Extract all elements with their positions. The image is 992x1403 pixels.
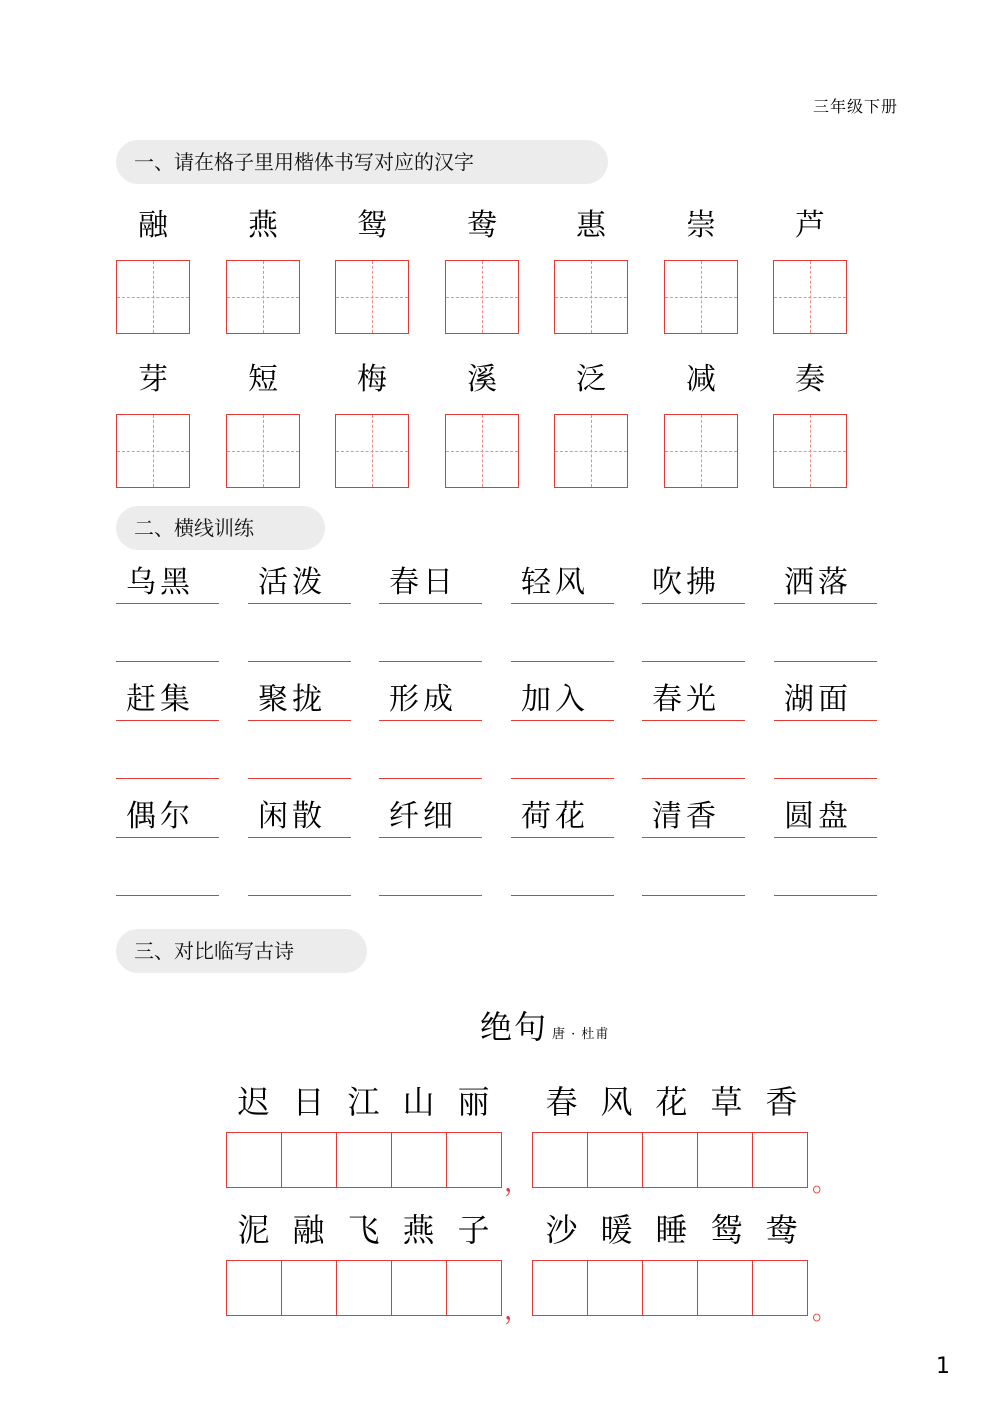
char-cell [335,358,409,488]
model-word: 轻风 [511,563,614,604]
tianzige-row-1 [116,204,876,344]
model-word: 活泼 [248,563,351,604]
copy-boxes-1a [226,1132,502,1187]
model-word: 闲散 [248,797,351,838]
tianzige-box[interactable] [116,414,190,488]
poem-char: 沙 [545,1211,578,1249]
writing-box[interactable] [281,1260,337,1316]
word-practice [642,797,745,896]
poem-char: 飞 [347,1211,380,1249]
writing-line[interactable] [379,604,482,662]
poem-char: 香 [765,1083,798,1121]
model-char: 溪 [467,362,497,397]
period-mark: 。 [812,1168,839,1198]
poem-char: 燕 [402,1211,435,1249]
model-char: 鸯 [467,208,497,243]
writing-box[interactable] [587,1260,643,1316]
poem-title: 绝句 [480,1008,549,1046]
char-cell [116,358,190,488]
writing-box[interactable] [642,1132,698,1188]
poem-char: 日 [292,1083,325,1121]
tianzige-box[interactable] [445,414,519,488]
poem-author: 唐 · 杜甫 [552,1027,610,1042]
word-practice [116,563,219,662]
poem-char: 迟 [237,1083,270,1121]
model-word: 乌黑 [116,563,219,604]
model-word: 春日 [379,563,482,604]
poem-char: 鸳 [710,1211,743,1249]
word-practice [248,680,351,779]
word-practice [116,680,219,779]
tianzige-box[interactable] [226,260,300,334]
tianzige-box[interactable] [773,260,847,334]
word-practice [774,680,877,779]
writing-line[interactable] [642,604,745,662]
writing-line[interactable] [116,721,219,779]
char-cell [554,204,628,334]
model-word: 清香 [642,797,745,838]
writing-box[interactable] [532,1260,588,1316]
model-word: 春光 [642,680,745,721]
tianzige-box[interactable] [664,260,738,334]
model-char: 鸳 [357,208,387,243]
writing-box[interactable] [446,1132,502,1188]
model-char: 融 [138,208,168,243]
word-practice [248,563,351,662]
word-practice [379,680,482,779]
char-cell [335,204,409,334]
char-cell [445,204,519,334]
model-word: 偶尔 [116,797,219,838]
line-row-2 [116,680,876,800]
copy-boxes-1b [532,1132,808,1187]
word-practice [511,563,614,662]
poem-char: 子 [457,1211,490,1249]
char-cell [226,358,300,488]
poem-char: 花 [655,1083,688,1121]
model-word: 吹拂 [642,563,745,604]
writing-line[interactable] [379,838,482,896]
copy-boxes-2b [532,1260,808,1315]
model-char: 减 [686,362,716,397]
tianzige-box[interactable] [335,260,409,334]
writing-line[interactable] [116,604,219,662]
model-char: 惠 [576,208,606,243]
grade-label: 三年级下册 [812,97,898,116]
model-char: 燕 [248,208,278,243]
writing-box[interactable] [391,1132,447,1188]
poem-heading [480,1002,609,1048]
poem-char: 草 [710,1083,743,1121]
writing-box[interactable] [226,1260,282,1316]
word-practice [642,563,745,662]
model-word: 加入 [511,680,614,721]
poem-char: 风 [600,1083,633,1121]
poem-char: 泥 [237,1211,270,1249]
tianzige-box[interactable] [554,260,628,334]
writing-box[interactable] [281,1132,337,1188]
tianzige-box[interactable] [664,414,738,488]
model-char: 崇 [686,208,716,243]
period-mark: 。 [812,1296,839,1326]
char-cell [226,204,300,334]
poem-char: 鸯 [765,1211,798,1249]
writing-box[interactable] [587,1132,643,1188]
char-cell [773,358,847,488]
writing-box[interactable] [752,1132,808,1188]
word-practice [642,680,745,779]
model-word: 赶集 [116,680,219,721]
model-word: 洒落 [774,563,877,604]
writing-line[interactable] [511,721,614,779]
line-row-1 [116,563,876,683]
char-cell [554,358,628,488]
tianzige-box[interactable] [226,414,300,488]
char-cell [664,204,738,334]
model-word: 湖面 [774,680,877,721]
writing-box[interactable] [336,1260,392,1316]
poem-char: 春 [545,1083,578,1121]
copy-boxes-2a [226,1260,502,1315]
char-cell [116,204,190,334]
tianzige-box[interactable] [116,260,190,334]
writing-box[interactable] [226,1132,282,1188]
writing-line[interactable] [248,721,351,779]
poem-char: 暖 [600,1211,633,1249]
char-cell [773,204,847,334]
char-cell [445,358,519,488]
writing-line[interactable] [642,721,745,779]
word-practice [774,797,877,896]
poem-char: 山 [402,1083,435,1121]
word-practice [511,797,614,896]
model-char: 芽 [138,362,168,397]
model-word: 荷花 [511,797,614,838]
writing-box[interactable] [532,1132,588,1188]
writing-line[interactable] [248,838,351,896]
writing-line[interactable] [511,604,614,662]
tianzige-box[interactable] [773,414,847,488]
tianzige-row-2 [116,358,876,498]
model-word: 圆盘 [774,797,877,838]
word-practice [774,563,877,662]
model-char: 泛 [576,362,606,397]
word-practice [379,563,482,662]
model-char: 梅 [357,362,387,397]
writing-line[interactable] [379,721,482,779]
model-char: 奏 [795,362,825,397]
model-word: 纤细 [379,797,482,838]
writing-box[interactable] [697,1260,753,1316]
model-word: 形成 [379,680,482,721]
model-char: 芦 [795,208,825,243]
tianzige-box[interactable] [554,414,628,488]
writing-box[interactable] [336,1132,392,1188]
writing-box[interactable] [697,1132,753,1188]
comma-mark: ， [504,1168,531,1198]
section2-title: 二、横线训练 [116,506,325,550]
comma-mark: ， [504,1296,531,1326]
poem-char: 融 [292,1211,325,1249]
writing-box[interactable] [391,1260,447,1316]
writing-box[interactable] [642,1260,698,1316]
tianzige-box[interactable] [335,414,409,488]
tianzige-box[interactable] [445,260,519,334]
model-word: 聚拢 [248,680,351,721]
poem-char: 睡 [655,1211,688,1249]
section1-title: 一、请在格子里用楷体书写对应的汉字 [116,140,608,184]
char-cell [664,358,738,488]
poem-char: 江 [347,1083,380,1121]
poem-char: 丽 [457,1083,490,1121]
word-practice [511,680,614,779]
line-row-3 [116,797,876,917]
writing-line[interactable] [642,838,745,896]
writing-line[interactable] [248,604,351,662]
writing-line[interactable] [116,838,219,896]
writing-line[interactable] [774,604,877,662]
writing-box[interactable] [752,1260,808,1316]
page-number: 1 [936,1354,950,1379]
section3-title: 三、对比临写古诗 [116,929,367,973]
writing-line[interactable] [774,721,877,779]
writing-box[interactable] [446,1260,502,1316]
word-practice [248,797,351,896]
model-char: 短 [248,362,278,397]
writing-line[interactable] [511,838,614,896]
word-practice [379,797,482,896]
writing-line[interactable] [774,838,877,896]
word-practice [116,797,219,896]
